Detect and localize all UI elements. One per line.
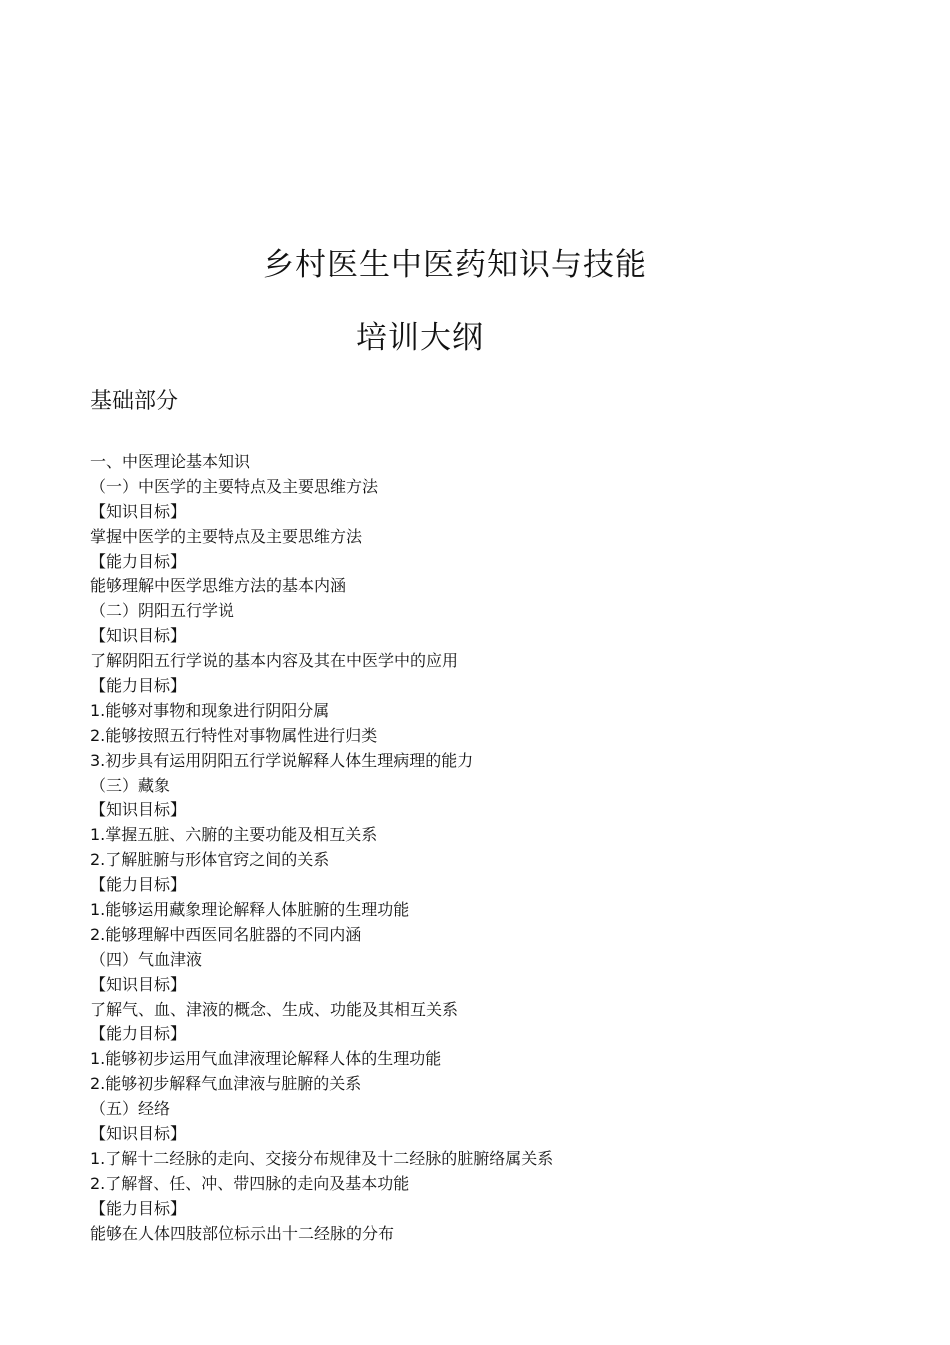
goal-text: 能够在人体四肢部位标示出十二经脉的分布 <box>90 1223 395 1243</box>
goal-text: 1.了解十二经脉的走向、交接分布规律及十二经脉的脏腑络属关系 <box>90 1148 554 1168</box>
goal-text: 1.掌握五脏、六腑的主要功能及相互关系 <box>90 825 378 845</box>
ability-goal-label: 【能力目标】 <box>90 875 187 895</box>
subsection-heading: （五）经络 <box>90 1099 171 1119</box>
goal-text: 1.能够初步运用气血津液理论解释人体的生理功能 <box>90 1049 442 1069</box>
knowledge-goal-label: 【知识目标】 <box>90 974 187 994</box>
goal-text: 1.能够运用藏象理论解释人体脏腑的生理功能 <box>90 900 410 920</box>
chapter-heading: 一、中医理论基本知识 <box>90 452 251 471</box>
knowledge-goal-label: 【知识目标】 <box>90 800 187 820</box>
goal-text: 2.能够初步解释气血津液与脏腑的关系 <box>90 1074 362 1094</box>
knowledge-goal-label: 【知识目标】 <box>90 1124 187 1144</box>
goal-text: 了解阴阳五行学说的基本内容及其在中医学中的应用 <box>90 651 459 671</box>
ability-goal-label: 【能力目标】 <box>90 1024 187 1044</box>
subsection-heading: （四）气血津液 <box>90 949 203 969</box>
section-heading: 基础部分 <box>90 389 179 414</box>
goal-text: 2.了解脏腑与形体官窍之间的关系 <box>90 850 330 870</box>
goal-text: 能够理解中医学思维方法的基本内涵 <box>90 576 347 596</box>
knowledge-goal-label: 【知识目标】 <box>90 501 187 521</box>
goal-text: 3.初步具有运用阴阳五行学说解释人体生理病理的能力 <box>90 750 474 770</box>
ability-goal-label: 【能力目标】 <box>90 551 187 571</box>
subsection-heading: （一）中医学的主要特点及主要思维方法 <box>90 476 379 496</box>
goal-text: 2.能够按照五行特性对事物属性进行归类 <box>90 725 378 745</box>
ability-goal-label: 【能力目标】 <box>90 1198 187 1218</box>
knowledge-goal-label: 【知识目标】 <box>90 626 187 646</box>
ability-goal-label: 【能力目标】 <box>90 676 187 696</box>
document-subtitle: 培训大纲 <box>356 320 484 356</box>
goal-text: 2.能够理解中西医同名脏器的不同内涵 <box>90 924 362 944</box>
goal-text: 掌握中医学的主要特点及主要思维方法 <box>90 526 363 546</box>
document-title: 乡村医生中医药知识与技能 <box>263 247 647 283</box>
goal-text: 了解气、血、津液的概念、生成、功能及其相互关系 <box>90 999 459 1019</box>
subsection-heading: （二）阴阳五行学说 <box>90 601 235 621</box>
goal-text: 2.了解督、任、冲、带四脉的走向及基本功能 <box>90 1173 410 1193</box>
subsection-heading: （三）藏象 <box>90 775 171 795</box>
goal-text: 1.能够对事物和现象进行阴阳分属 <box>90 700 330 720</box>
outline-content <box>90 450 553 1247</box>
